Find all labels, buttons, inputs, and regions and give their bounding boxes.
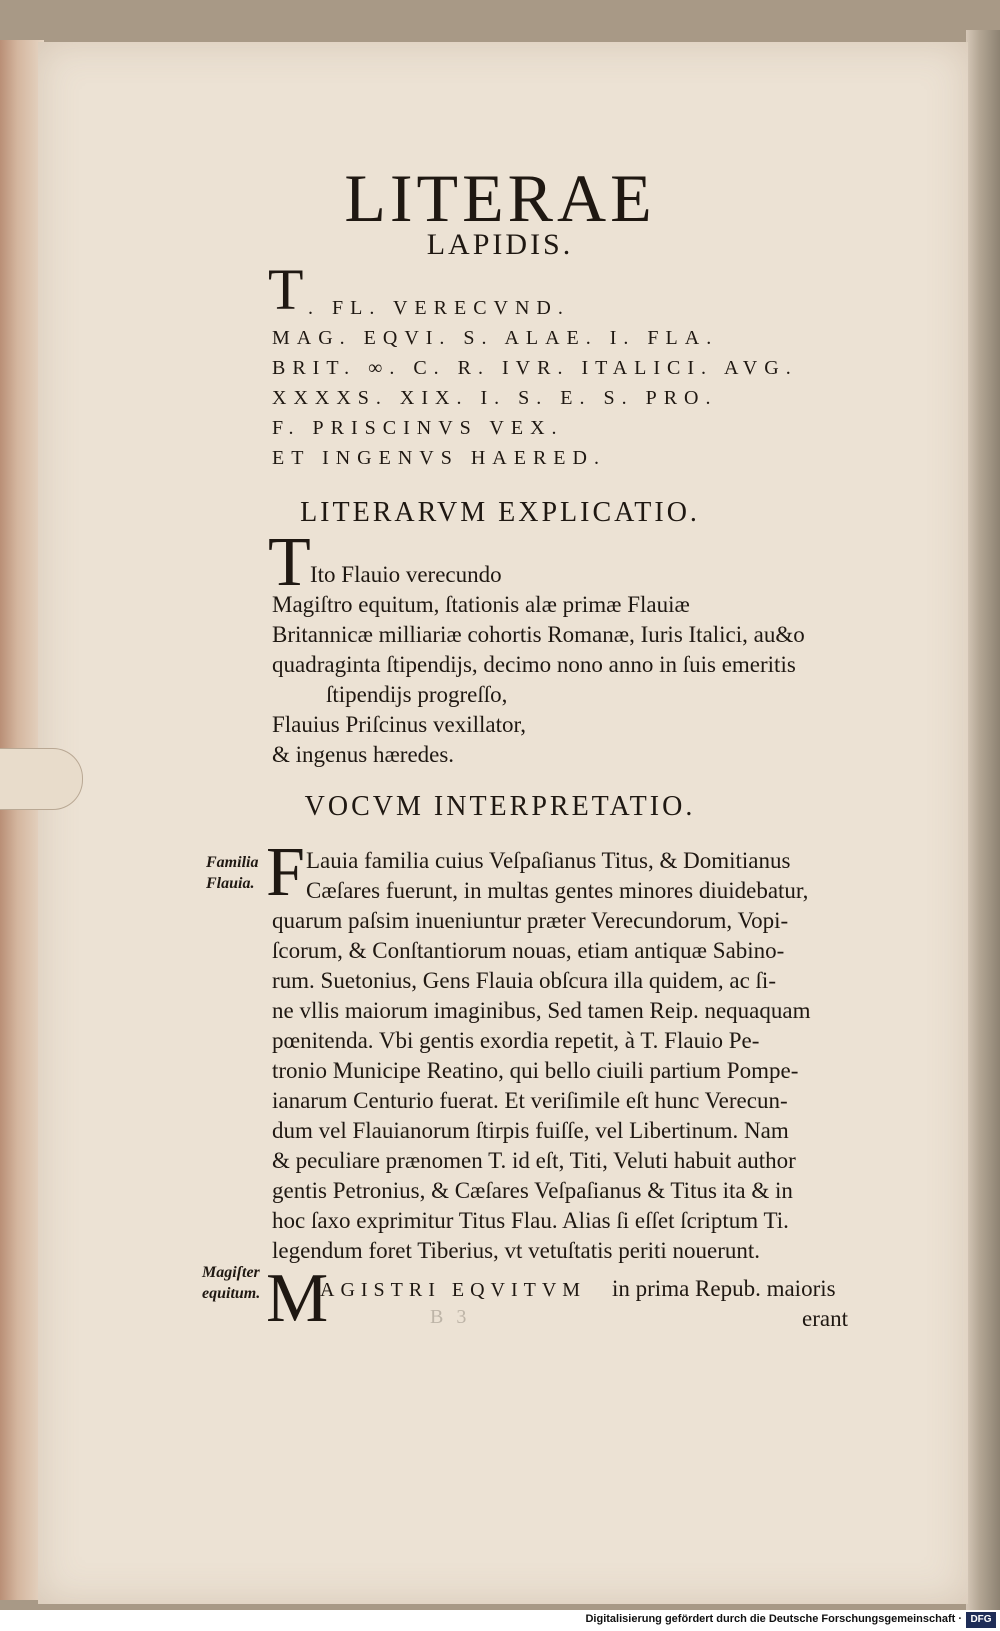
explication-line: quadraginta ſtipendijs, decimo nono anno in ſuis emeritis: [272, 652, 796, 677]
explication-line: & ingenus hæredes.: [272, 742, 455, 767]
paragraph-line: in prima Repub. maioris: [612, 1276, 836, 1301]
paragraph-line: gentis Petronius, & Cæſares Veſpaſianus & Titus ita & in: [272, 1178, 793, 1203]
paragraph-dropcap: M: [266, 1260, 329, 1337]
paragraph-line: hoc ſaxo exprimitur Titus Flau. Alias ſi eſſet ſcriptum Ti.: [272, 1208, 789, 1233]
paragraph-line: ſcorum, & Conſtantiorum nouas, etiam antiquæ Sabino-: [272, 938, 785, 963]
margin-note-magister: Magiſter equitum.: [202, 1264, 261, 1302]
interpretation-heading: VOCVM INTERPRETATIO.: [304, 791, 696, 822]
explication-line: ſtipendijs progreſſo,: [326, 682, 508, 707]
paragraph-line: dum vel Flauianorum ſtirpis fuiſſe, vel Libertinum. Nam: [272, 1118, 789, 1143]
paragraph-line: Lauia familia cuius Veſpaſianus Titus, & Domitianus: [306, 848, 791, 873]
inscription-line: F. PRISCINVS VEX.: [272, 417, 564, 439]
paragraph-line: tronio Municipe Reatino, qui bello ciuili partium Pompe-: [272, 1058, 799, 1083]
explication-line: Flauius Priſcinus vexillator,: [272, 712, 526, 737]
inscription-line: BRIT. ∞. C. R. IVR. ITALICI. AVG.: [272, 357, 798, 379]
paragraph-line: ne vllis maiorum imaginibus, Sed tamen Reip. nequaquam: [272, 998, 811, 1023]
page-subtitle: LAPIDIS.: [426, 228, 574, 261]
explication-dropcap: T: [268, 524, 311, 601]
paragraph-line: Cæſares fuerunt, in multas gentes minores diuidebatur,: [306, 878, 809, 903]
paragraph-line: quarum paſsim inueniuntur præter Verecundorum, Vopi-: [272, 908, 789, 933]
paragraph-line: & peculiare prænomen T. id eſt, Titi, Veluti habuit author: [272, 1148, 796, 1173]
dfg-logo-icon: DFG: [966, 1612, 996, 1628]
margin-note-familia: Familia Flauia.: [206, 854, 259, 892]
paragraph-line: rum. Suetonius, Gens Flauia obſcura illa quidem, ac ſi-: [272, 968, 776, 993]
paragraph-line: pœnitenda. Vbi gentis exordia repetit, à T. Flauio Pe-: [272, 1028, 760, 1053]
footer-credit: Digitalisierung gefördert durch die Deutsche Forschungsgemeinschaft ·: [585, 1613, 962, 1625]
inscription-initial: T: [268, 257, 304, 322]
paragraph-line: ianarum Centurio fuerat. Et veriſimile eſt hunc Verecun-: [272, 1088, 788, 1113]
inscription-line: ET INGENVS HAERED.: [272, 447, 606, 469]
paragraph-dropcap: F: [266, 834, 305, 911]
digitization-footer: [0, 1610, 1000, 1631]
signature-mark: B 3: [430, 1306, 471, 1328]
explication-line: Britannicæ milliariæ cohortis Romanæ, Iuris Italici, au&o: [272, 622, 805, 647]
explication-line: Magiſtro equitum, ſtationis alæ primæ Flauiæ: [272, 592, 690, 617]
paragraph-smallcaps: AGISTRI EQVITVM: [320, 1279, 587, 1301]
inscription-line: MAG. EQVI. S. ALAE. I. FLA.: [272, 327, 719, 349]
catchword: erant: [802, 1306, 848, 1331]
inscription-line: XXXXS. XIX. I. S. E. S. PRO.: [272, 387, 718, 409]
page-title: LITERAE: [344, 160, 656, 236]
inscription-line: . FL. VERECVND.: [308, 297, 570, 319]
explication-line: Ito Flauio verecundo: [310, 562, 502, 587]
paragraph-line: legendum foret Tiberius, vt vetuſtatis periti nouerunt.: [272, 1238, 761, 1263]
explication-heading: LITERARVM EXPLICATIO.: [300, 497, 700, 528]
